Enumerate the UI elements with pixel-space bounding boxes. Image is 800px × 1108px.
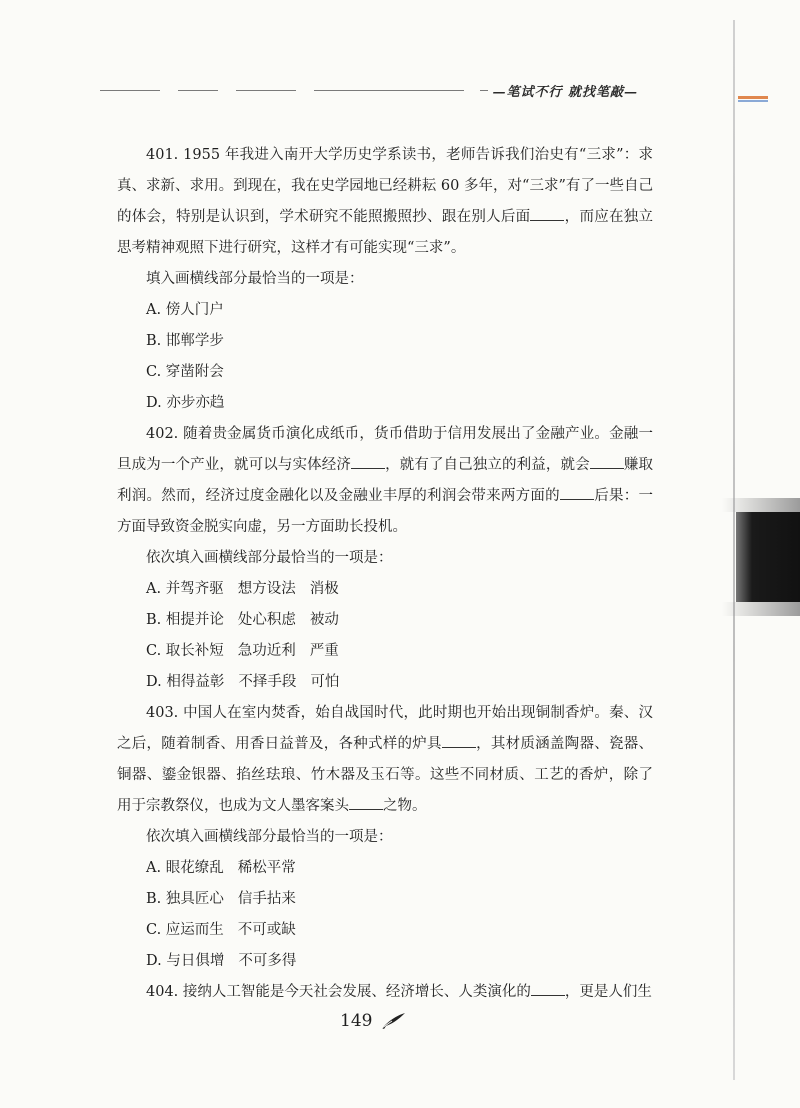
question-401-stem: 401. 1955 年我进入南开大学历史学系读书，老师告诉我们治史有“三求”：求真、求新、求用。到现在，我在史学园地已经耕耘 60 多年，对“三求”有了一些自己的体会，特别是认识到，学术研究不能照搬照抄、跟在别人后面 ，而应在独立思考精神观照下进行研究，这样才有可能实现“三求”。 [117,147,654,256]
question-403-option-c: C. 应运而生 不可或缺 [146,922,296,938]
answer-blank [442,734,476,748]
header-rule [314,90,464,91]
question-401-prompt: 填入画横线部分最恰当的一项是： [146,271,364,287]
answer-blank [560,486,594,500]
answer-blank [590,455,624,469]
question-401-option-b: B. 邯郸学步 [146,333,224,349]
header-rule [100,90,160,91]
header-slogan: —笔试不行 就找笔敲— [488,81,642,100]
header-rule [236,90,296,91]
question-403-option-b: B. 独具匠心 信手拈来 [146,891,296,907]
question-402-option-b: B. 相提并论 处心积虑 被动 [146,612,339,628]
question-401-option-d: D. 亦步亦趋 [146,395,225,411]
header-rule [178,90,218,91]
answer-blank [530,207,564,221]
question-403-option-a: A. 眼花缭乱 稀松平常 [146,860,296,876]
question-402-option-c: C. 取长补短 急功近利 严重 [146,643,339,659]
question-403-option-d: D. 与日俱增 不可多得 [146,953,297,969]
question-403-stem: 403. 中国人在室内焚香，始自战国时代，此时期也开始出现铜制香炉。秦、汉之后，随着制香、用香日益普及，各种式样的炉具 ，其材质涵盖陶器、瓷器、铜器、鎏金银器、掐丝珐琅、竹木器及玉石等。这些不同材质、工艺的香炉，除了用于宗教祭仪，也成为文人墨客案头 之物。 [117,705,654,814]
question-402-option-a: A. 并驾齐驱 想方设法 消极 [146,581,339,597]
answer-blank [351,455,385,469]
edge-thumb-mark [736,512,800,602]
question-401-option-c: C. 穿凿附会 [146,364,224,380]
question-402-option-d: D. 相得益彰 不择手段 可怕 [146,674,340,690]
question-403-prompt: 依次填入画横线部分最恰当的一项是： [146,829,393,845]
quill-pen-icon [380,1012,406,1030]
question-402-prompt: 依次填入画横线部分最恰当的一项是： [146,550,393,566]
question-404-stem: 404. 接纳人工智能是今天社会发展、经济增长、人类演化的 ，更是人们生 [146,984,652,1000]
answer-blank [531,982,565,996]
question-401-option-a: A. 傍人门户 [146,302,224,318]
running-header [100,80,660,100]
page-number: 149 [340,1010,373,1031]
page-body [117,140,653,1008]
answer-blank [349,796,383,810]
page-footer [340,1010,460,1034]
question-402-stem: 402. 随着贵金属货币演化成纸币，货币借助于信用发展出了金融产业。金融一旦成为一个产业，就可以与实体经济 ，就有了自己独立的利益，就会 赚取利润。然而，经济过度金融化以及金融业丰厚的利润会带来两方面的 后果：一方面导致资金脱实向虚，另一方面助长投机。 [117,426,654,535]
edge-tab-blue [738,100,768,102]
edge-tab-red [738,96,768,99]
page-gutter-line [733,20,735,1080]
